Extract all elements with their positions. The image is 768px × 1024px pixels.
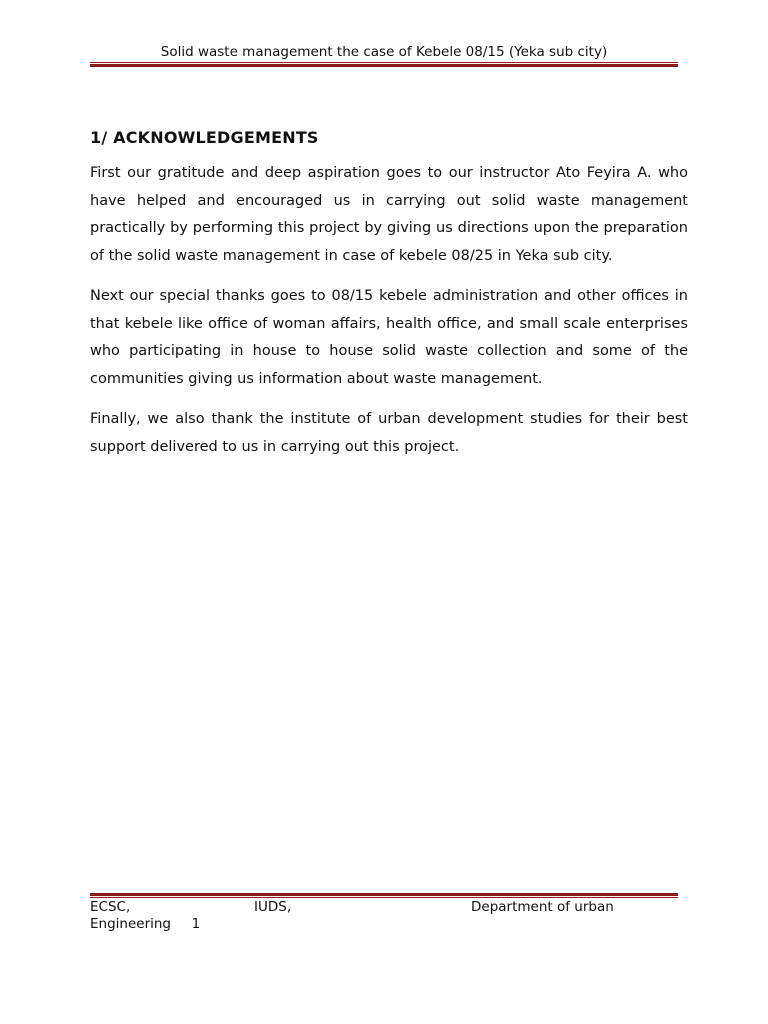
footer-rule-thin (90, 897, 678, 898)
footer-institute: IUDS, (254, 899, 292, 915)
paragraph-3: Finally, we also thank the institute of urban development studies for their best support delivered to us in carrying out this project. (90, 411, 688, 455)
paragraph-2: Next our special thanks goes to 08/15 kebele administration and other offices in that kebele like office of woman affairs, health office, and small scale enterprises who participating in house to house solid waste collection and some of the communities giving us information about waste management. (90, 288, 688, 387)
header-rule-thick (90, 64, 678, 67)
footer-discipline: Engineering (90, 916, 171, 932)
footer-org: ECSC, (90, 899, 131, 915)
footer-text (90, 899, 688, 933)
footer-line-2 (90, 916, 688, 933)
header-rule-thin (90, 62, 678, 63)
body-text (90, 160, 688, 474)
paragraph-1: First our gratitude and deep aspiration goes to our instructor Ato Feyira A. who have helped and encouraged us in carrying out solid waste management practically by performing this project by giving us directions upon the preparation of the solid waste management in case of kebele 08/25 in Yeka sub city. (90, 165, 688, 264)
footer-department: Department of urban (471, 899, 614, 915)
section-heading: 1/ ACKNOWLEDGEMENTS (90, 128, 319, 147)
page-number: 1 (191, 916, 201, 932)
footer-rule-thick (90, 893, 678, 896)
header-title: Solid waste management the case of Kebele 08/15 (Yeka sub city) (160, 44, 608, 60)
